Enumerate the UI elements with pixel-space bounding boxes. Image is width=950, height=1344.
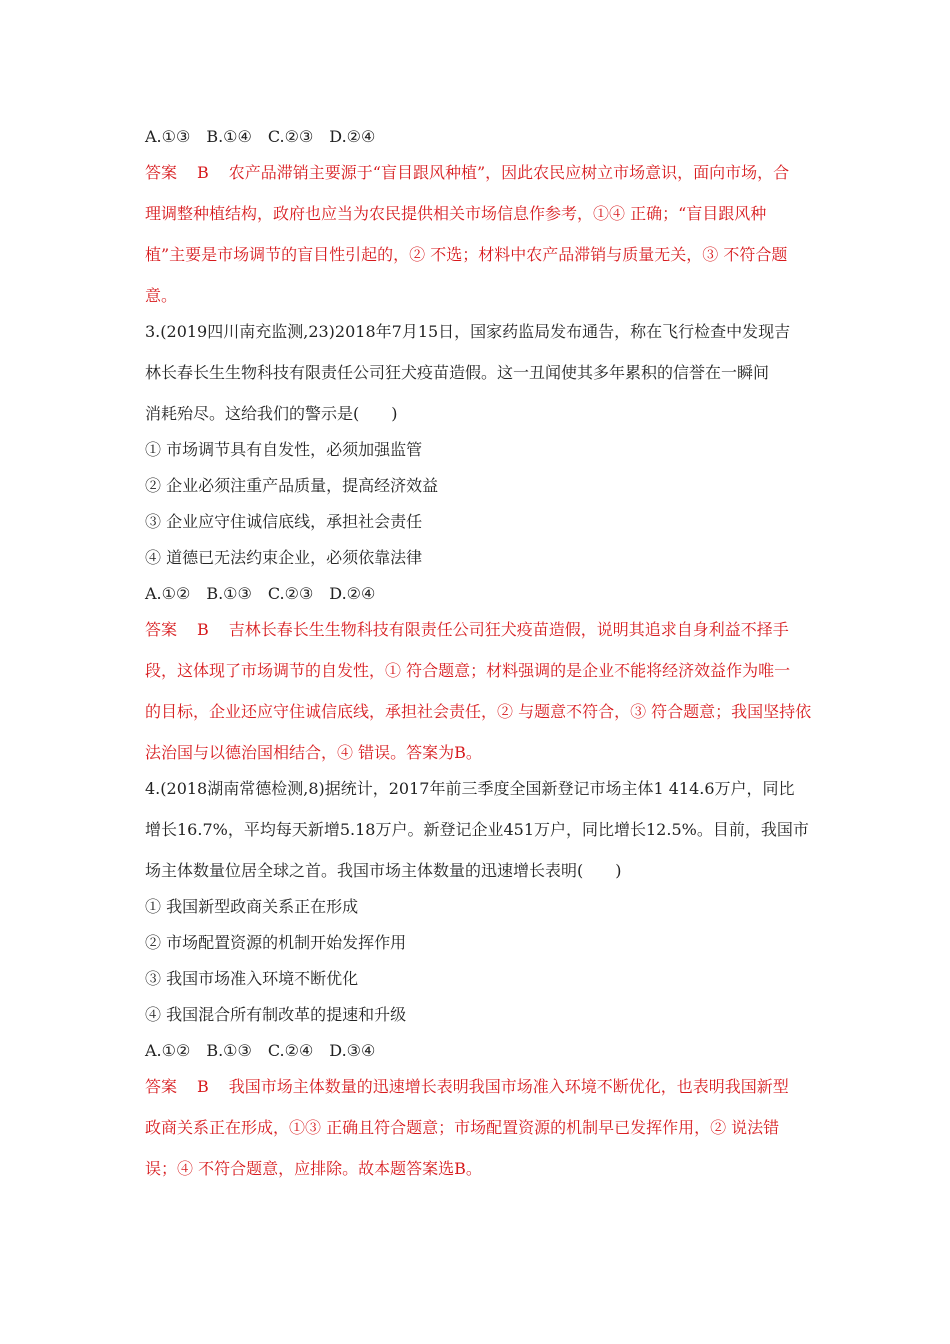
q3-answer-line-1 <box>145 620 815 640</box>
q3-statement: ① 市场调节具有自发性，必须加强监管 <box>145 440 423 459</box>
q3-stem-line: 3.(2019四川南充监测,23)2018年7月15日，国家药监局发布通告，称在飞行检查中发现吉 <box>145 322 791 341</box>
q3-statement: ③ 企业应守住诚信底线，承担社会责任 <box>145 512 423 531</box>
q2-explanation-line: 意。 <box>145 286 178 305</box>
q4-explanation-line: 政商关系正在形成，①③ 正确且符合题意；市场配置资源的机制早已发挥作用，② 说法错 <box>145 1118 780 1137</box>
q3-answer-label: 答案 <box>145 620 178 639</box>
q3-statement: ④ 道德已无法约束企业，必须依靠法律 <box>145 548 423 567</box>
q4-statement: ③ 我国市场准入环境不断优化 <box>145 969 359 988</box>
q4-answer-line-1 <box>145 1077 815 1097</box>
q4-stem-line: 增长16.7%，平均每天新增5.18万户。新登记企业451万户，同比增长12.5%。目前，我国市 <box>145 820 809 839</box>
q4-explanation-line: 误；④ 不符合题意，应排除。故本题答案选B。 <box>145 1159 482 1178</box>
q3-explanation-line: 段，这体现了市场调节的自发性，① 符合题意；材料强调的是企业不能将经济效益作为唯一 <box>145 661 791 680</box>
q2-answer-line-1 <box>145 163 815 183</box>
q4-options: A.①② B.①③ C.②④ D.③④ <box>145 1041 376 1060</box>
q3-options: A.①② B.①③ C.②③ D.②④ <box>145 584 376 603</box>
q2-answer-label: 答案 <box>145 163 178 182</box>
q4-statement: ② 市场配置资源的机制开始发挥作用 <box>145 933 407 952</box>
q2-explanation-line: 植”主要是市场调节的盲目性引起的，② 不选；材料中农产品滞销与质量无关，③ 不符合题 <box>145 245 788 264</box>
q4-answer-label: 答案 <box>145 1077 178 1096</box>
q3-explanation-text: 吉林长春长生生物科技有限责任公司狂犬疫苗造假，说明其追求自身利益不择手 <box>228 620 789 639</box>
q4-stem-line: 场主体数量位居全球之首。我国市场主体数量的迅速增长表明( ) <box>145 861 622 880</box>
q2-explanation-text: 农产品滞销主要源于“盲目跟风种植”，因此农民应树立市场意识，面向市场，合 <box>228 163 790 182</box>
q3-explanation-line: 法治国与以德治国相结合，④ 错误。答案为B。 <box>145 743 482 762</box>
q3-stem-line: 消耗殆尽。这给我们的警示是( ) <box>145 404 398 423</box>
q3-explanation-line: 的目标，企业还应守住诚信底线，承担社会责任，② 与题意不符合，③ 符合题意；我国坚持依 <box>145 702 812 721</box>
q2-options: A.①③ B.①④ C.②③ D.②④ <box>145 127 376 146</box>
q4-stem-line: 4.(2018湖南常德检测,8)据统计，2017年前三季度全国新登记市场主体1 414.6万户，同比 <box>145 779 795 798</box>
q2-answer-key: B <box>197 163 209 182</box>
q4-answer-key: B <box>197 1077 209 1096</box>
q3-stem-line: 林长春长生生物科技有限责任公司狂犬疫苗造假。这一丑闻使其多年累积的信誉在一瞬间 <box>145 363 770 382</box>
q3-answer-key: B <box>197 620 209 639</box>
q4-statement: ④ 我国混合所有制改革的提速和升级 <box>145 1005 407 1024</box>
q4-explanation-text: 我国市场主体数量的迅速增长表明我国市场准入环境不断优化，也表明我国新型 <box>228 1077 789 1096</box>
q4-statement: ① 我国新型政商关系正在形成 <box>145 897 359 916</box>
q3-statement: ② 企业必须注重产品质量，提高经济效益 <box>145 476 439 495</box>
q2-explanation-line: 理调整种植结构，政府也应当为农民提供相关市场信息作参考，①④ 正确；“盲目跟风种 <box>145 204 767 223</box>
